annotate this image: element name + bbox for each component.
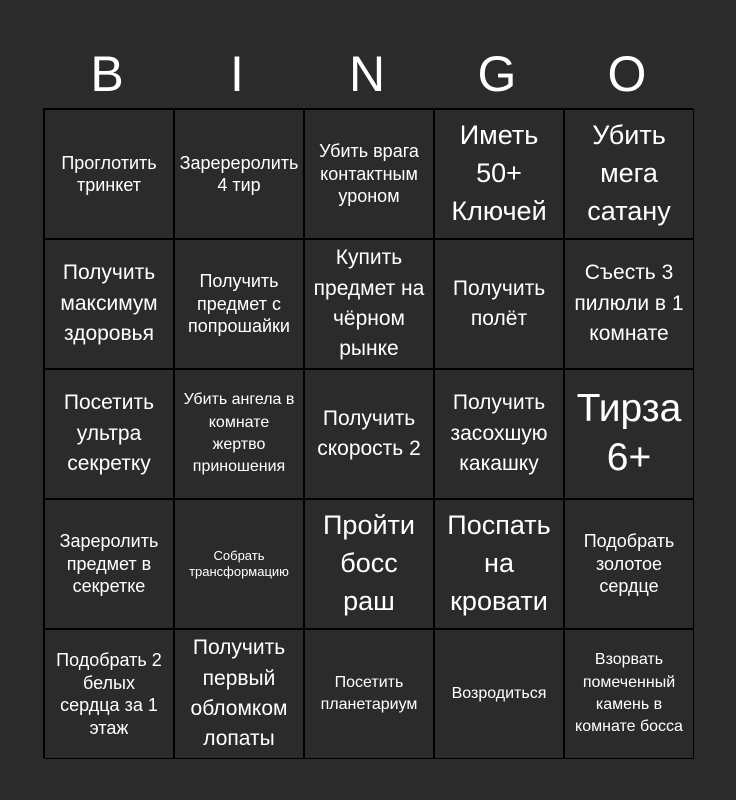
bingo-cell[interactable] [304,629,434,759]
bingo-cell[interactable] [564,109,694,239]
bingo-cell[interactable] [44,499,174,629]
bingo-cell[interactable] [174,109,304,239]
bingo-cell[interactable] [304,499,434,629]
cell-text: Получить предмет с попрошайки [188,271,290,337]
cell-text: Получить полёт [452,276,546,330]
cell-text: Тирза 6+ [576,387,682,479]
header-letter-n: N [348,46,388,102]
bingo-cell[interactable] [564,239,694,369]
bingo-cell[interactable] [304,109,434,239]
cell-text: Зареролить предмет в секретке [59,531,159,597]
cell-text: Собрать трансформацию [189,547,289,579]
cell-text: Проглотить тринкет [61,152,157,195]
cell-text: Иметь 50+ Ключей [451,120,547,226]
cell-text: Съесть 3 пилюли в 1 комнате [574,261,684,346]
bingo-cell[interactable] [44,109,174,239]
cell-text: Получить засохшую какашку [450,391,548,476]
bingo-cell[interactable] [434,239,564,369]
bingo-cell[interactable] [44,239,174,369]
cell-text: Получить скорость 2 [317,406,421,460]
cell-text: Пройти босс раш [323,510,415,616]
bingo-cell[interactable] [564,369,694,499]
bingo-header [43,40,693,108]
bingo-cell[interactable] [174,629,304,759]
bingo-cell[interactable] [44,629,174,759]
cell-text: Подобрать золотое сердце [583,531,675,597]
cell-text: Купить предмет на чёрном рынке [313,246,425,361]
bingo-cell[interactable] [564,499,694,629]
bingo-board [43,108,693,758]
cell-text: Получить максимум здоровья [60,261,158,346]
cell-text: Получить первый обломком лопаты [190,636,288,751]
bingo-cell[interactable] [434,369,564,499]
cell-text: Посетить ультра секретку [63,391,155,476]
cell-text: Взорвать помеченный камень в комнате босса [575,651,683,736]
bingo-cell[interactable] [174,499,304,629]
cell-text: Поспать на кровати [447,510,551,616]
header-letter-i: I [230,46,246,102]
bingo-cell[interactable] [434,109,564,239]
bingo-cell[interactable] [434,629,564,759]
bingo-cell[interactable] [304,369,434,499]
header-letter-o: O [607,46,649,102]
bingo-cell[interactable] [304,239,434,369]
cell-text: Заререролить 4 тир [179,152,299,195]
cell-text: Посетить планетариум [320,673,418,713]
cell-text: Убить ангела в комнате жертво приношения [183,391,295,476]
header-letter-g: G [477,46,519,102]
cell-text: Возродиться [451,684,547,702]
bingo-cell[interactable] [434,499,564,629]
header-letter-b: B [90,46,126,102]
bingo-cell[interactable] [564,629,694,759]
bingo-cell[interactable] [174,369,304,499]
cell-text: Убить мега сатану [587,120,671,226]
cell-text: Подобрать 2 белых сердца за 1 этаж [56,650,162,738]
bingo-cell[interactable] [174,239,304,369]
cell-text: Убить врага контактным уроном [319,141,419,207]
bingo-cell[interactable] [44,369,174,499]
